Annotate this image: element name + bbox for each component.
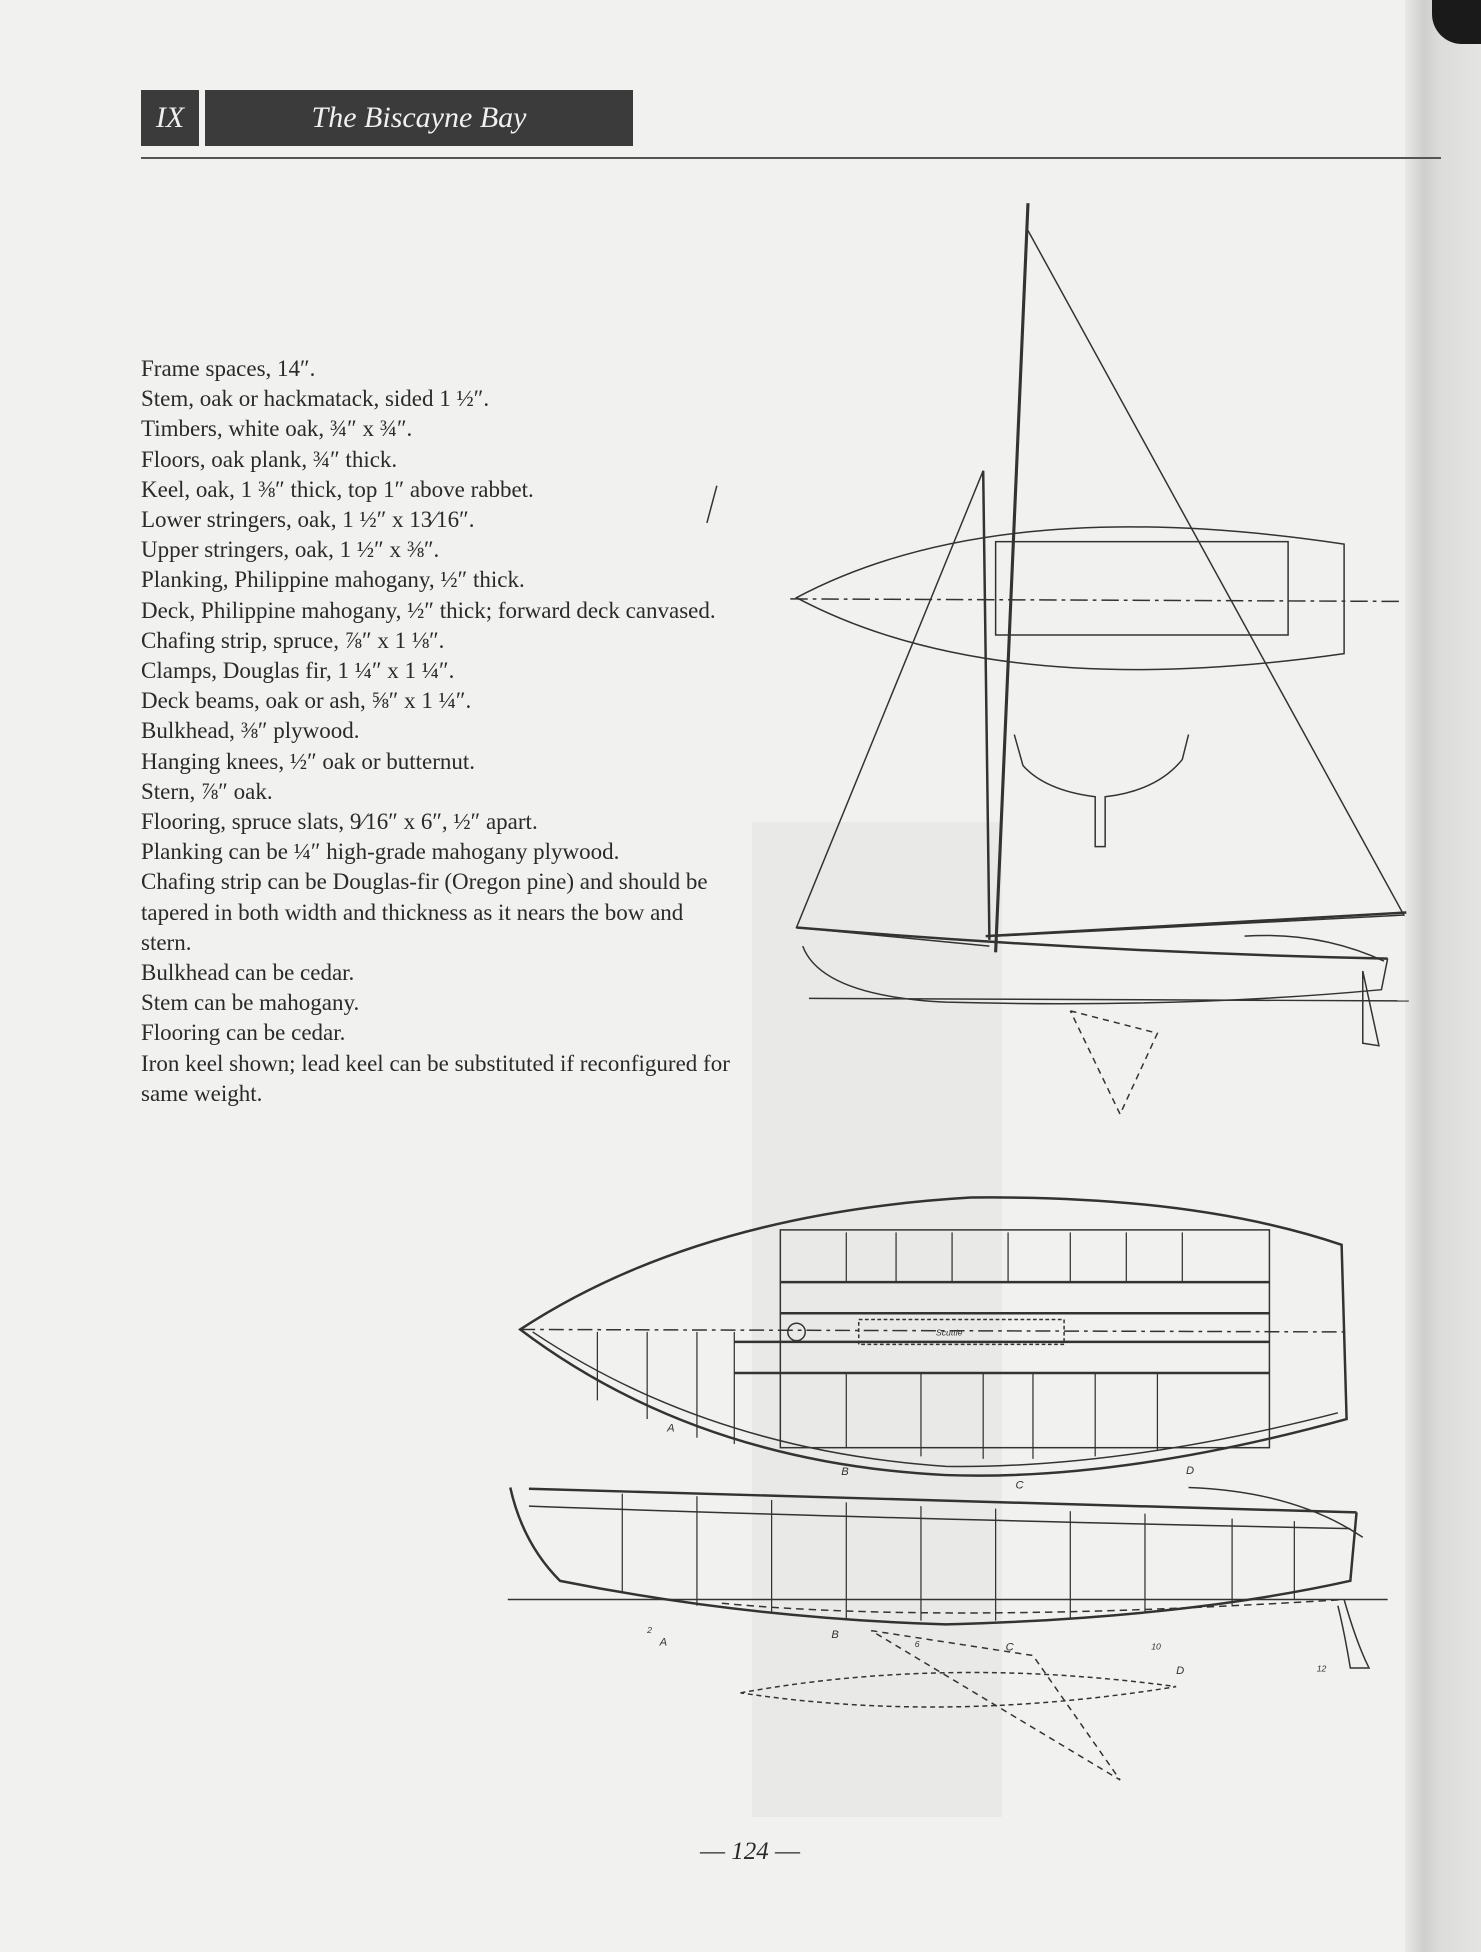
plan-inner-sheer [533,1332,1338,1467]
midsection [1014,735,1188,847]
spec-item: Timbers, white oak, ¾″ x ¾″. [141,416,413,442]
spec-item: Flooring, spruce slats, 9⁄16″ x 6″, ½″ apart. [141,809,538,835]
spec-item: Chafing strip can be Douglas-fir (Oregon pine) and should be tapered in both width and thickness as it nears the bow and stern. [141,869,708,955]
spec-item: Planking, Philippine mahogany, ½″ thick. [141,567,525,593]
jib-club [983,471,989,940]
station-2: 2 [647,1625,653,1636]
station-12: 12 [1316,1663,1327,1674]
profile-label-c: C [1005,1641,1014,1654]
scuttle-label: Scuttle [935,1327,963,1338]
chapter-number: IX [141,90,199,146]
centerline [790,599,1400,601]
spec-item: Floors, oak plank, ¾″ thick. [141,446,398,472]
spec-item: Deck beams, oak or ash, ⅝″ x 1 ¼″. [141,688,472,714]
plan-label-d: D [1186,1464,1195,1477]
waterline [809,998,1409,1000]
station-10: 10 [1151,1641,1161,1652]
chapter-title: The Biscayne Bay [205,90,633,146]
cockpit-frame [780,1230,1269,1448]
spec-item: Frame spaces, 14″. [141,356,316,381]
plan-outline [520,1197,1346,1475]
spec-item: Flooring can be cedar. [141,1020,346,1046]
boom [986,913,1407,937]
deck-plan-outline [797,527,1345,670]
profile-label-b: B [831,1629,839,1642]
station-6: 6 [914,1638,920,1649]
spec-item: Stern, ⅞″ oak. [141,778,273,804]
spec-item: Keel, oak, 1 ⅜″ thick, top 1″ above rabbet. [141,476,534,502]
spec-item: Bulkhead can be cedar. [141,960,355,986]
spec-item: Deck, Philippine mahogany, ½″ thick; forward deck canvased. [141,597,716,623]
mast [996,203,1028,952]
spec-item: Upper stringers, oak, 1 ½″ x ⅜″. [141,537,440,563]
spec-item: Stem, oak or hackmatack, sided 1 ½″. [141,386,490,412]
plan-label-b: B [841,1466,849,1479]
plan-label-a: A [667,1422,675,1435]
spec-item: Iron keel shown; lead keel can be substituted if reconfigured for same weight. [141,1050,730,1106]
sail-plan-drawing [707,203,1409,1114]
keel-plan [741,1672,1177,1707]
profile-label-a: A [659,1636,668,1649]
stray-mark [707,486,717,523]
sheer-line [797,927,1388,958]
profile-rudder [1338,1600,1369,1668]
spec-item: Planking can be ¼″ high-grade mahogany plywood. [141,839,620,865]
construction-plan-drawing [508,1197,1388,1780]
profile-sheer [529,1489,1357,1513]
mast-step [788,1323,805,1340]
page-number: — 124 — [700,1838,800,1865]
cockpit-outline [996,542,1288,635]
plan-label-c: C [1015,1479,1024,1492]
spec-item: Hanging knees, ½″ oak or butternut. [141,748,476,774]
rudder [1363,971,1379,1046]
centerboard [1070,1011,1157,1114]
spec-item: Stem can be mahogany. [141,990,360,1016]
spec-item: Chafing strip, spruce, ⅞″ x 1 ⅛″. [141,627,445,653]
spec-item: Bulkhead, ⅜″ plywood. [141,718,360,744]
hull-bottom [803,946,1388,1004]
spec-item: Lower stringers, oak, 1 ½″ x 13⁄16″. [141,507,475,533]
profile-label-d: D [1176,1665,1185,1678]
mainsail [996,231,1404,937]
spec-item: Clamps, Douglas fir, 1 ¼″ x 1 ¼″. [141,658,455,684]
page-number-value: 124 [731,1838,769,1865]
